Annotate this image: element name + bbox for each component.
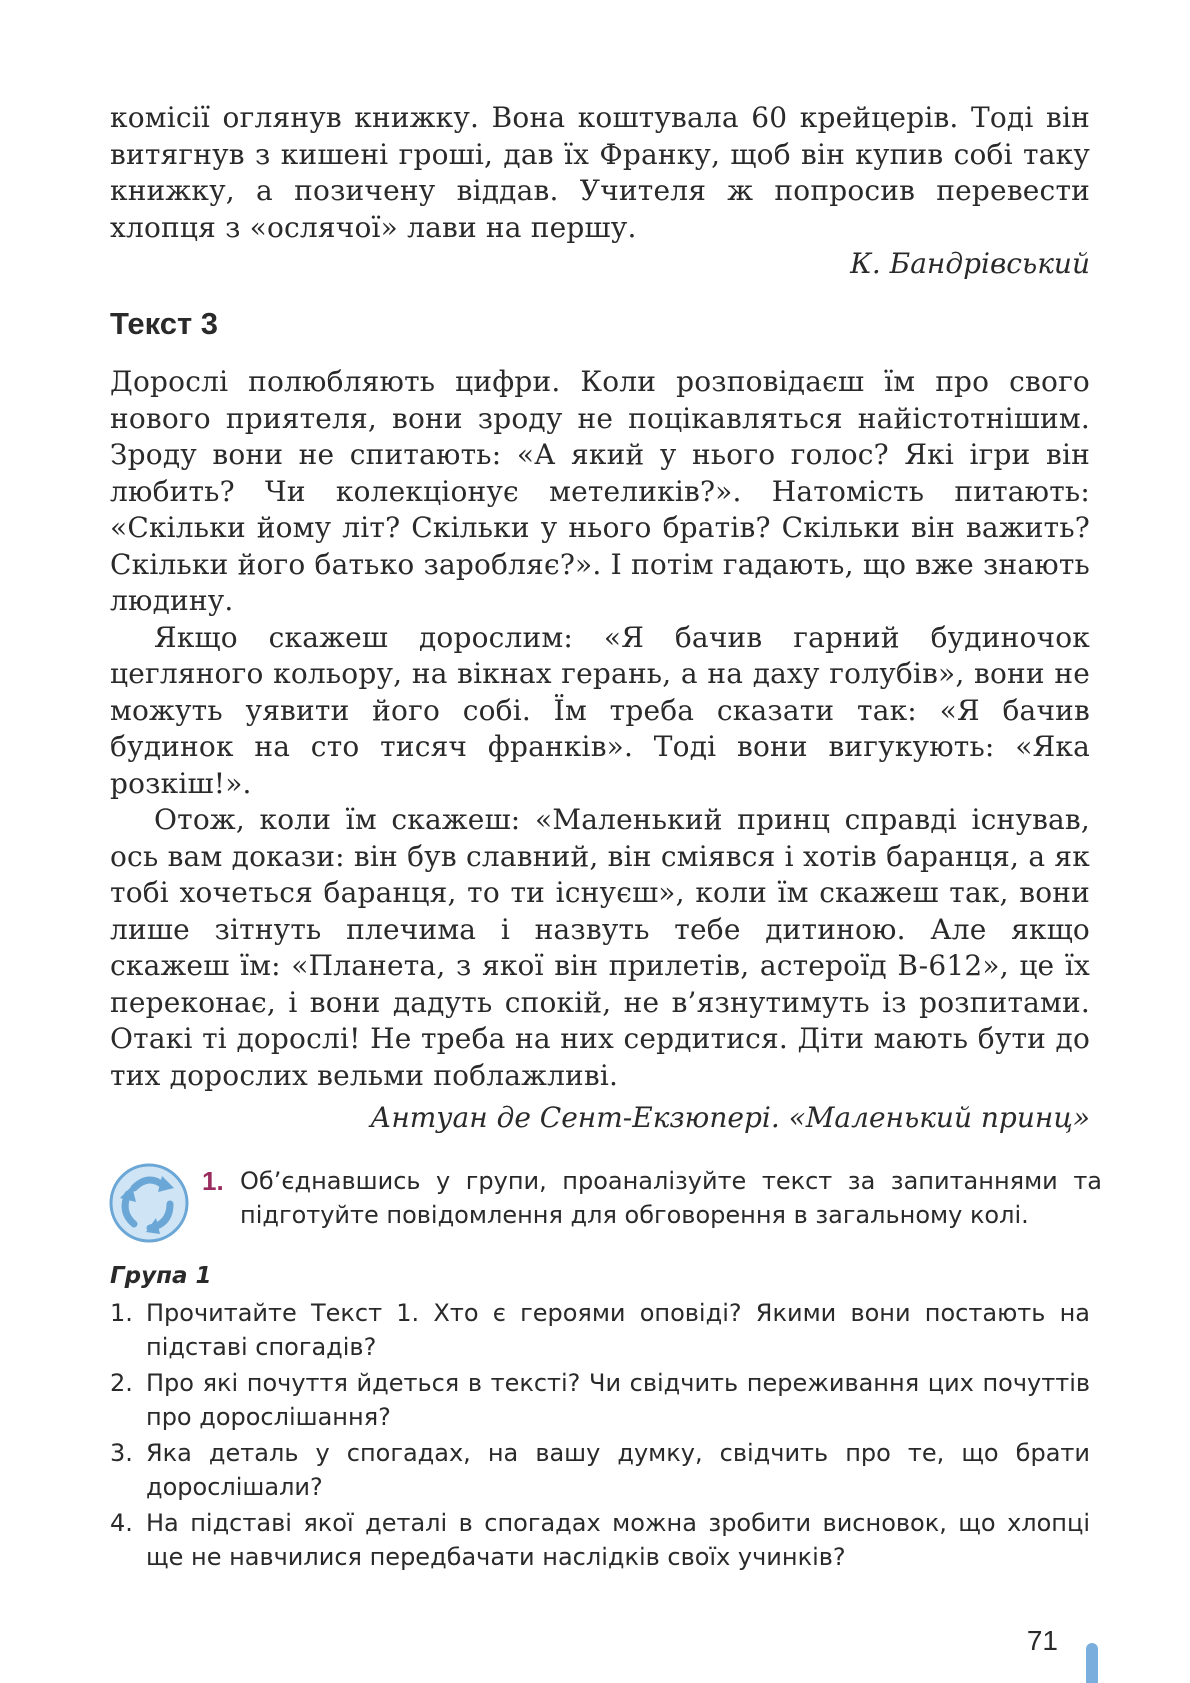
text3-paragraph-2: Якщо скажеш дорослим: «Я бачив гарний будиночок цегляного кольору, на вікнах герань, а на даху голубів», вони не можуть уявити його собі. Їм треба сказати так: «Я бачив будинок на сто тисяч франків». Тоді вони вигукують: «Яка розкіш!». <box>110 620 1090 800</box>
task-text: Об’єднавшись у групи, проаналізуйте текст за запитаннями та підготуйте повідомлення для обговорення в загальному колі. <box>240 1167 1102 1229</box>
text3-paragraph-1: Дорослі полюбляють цифри. Коли розповідаєш їм про свого нового приятеля, вони зроду не поцікавляться найістотнішим. Зроду вони не спитають: «А який у нього голос? Які ігри він любить? Чи колекціонує метеликів?». Натомість питають: «Скільки йому літ? Скільки у нього братів? Скільки він важить? Скільки його батько заробляє?». І потім гадають, що вже знають людину. <box>110 365 1090 617</box>
list-item <box>110 1506 1090 1574</box>
question-number: 2. <box>110 1369 133 1397</box>
text3-body <box>110 364 1090 1094</box>
text2-author: К. Бандрівський <box>850 247 1090 280</box>
question-text: Прочитайте Текст 1. Хто є героями оповіді? Якими вони постають на підставі спогадів? <box>146 1299 1090 1361</box>
page-number: 71 <box>1026 1625 1058 1656</box>
list-item <box>110 1366 1090 1434</box>
text2-paragraph: комісії оглянув книжку. Вона коштувала 60 крейцерів. Тоді він витягнув з кишені гроші, дав їх Франку, щоб він купив собі таку книжку, а позичену віддав. Учителя ж попросив перевести хлопця з «ослячої» лави на першу. <box>110 101 1090 244</box>
list-item <box>110 1296 1090 1364</box>
text2-continuation <box>110 100 1090 246</box>
page-accent-bar <box>1086 1643 1098 1683</box>
group-title: Група 1 <box>110 1263 212 1289</box>
question-number: 4. <box>110 1509 133 1537</box>
text3-paragraph-3: Отож, коли їм скажеш: «Маленький принц справді існував, ось вам докази: він був славний, він сміявся і хотів баранця, а як тобі хочеться баранця, то ти існуєш», коли їм скажеш так, вони лише зітнуть плечима і назвуть тебе дитиною. Але якщо скажеш їм: «Планета, з якої він прилетів, астероїд B-612», це їх переконає, і вони дадуть спокій, не в’язнутимуть із розпитами. Отакі ті дорослі! Не треба на них сердитися. Діти мають бути до тих дорослих вельми поблажливі. <box>110 803 1090 1092</box>
task-block <box>110 1158 1102 1258</box>
question-text: Яка деталь у спогадах, на вашу думку, свідчить про те, що брати дорослішали? <box>146 1439 1090 1501</box>
question-number: 1. <box>110 1299 133 1327</box>
text3-heading: Текст 3 <box>110 306 219 341</box>
question-text: Про які почуття йдеться в тексті? Чи свідчить переживання цих почуттів про дорослішання? <box>146 1369 1090 1431</box>
text3-author: Антуан де Сент-Екзюпері. «Маленький принц» <box>370 1101 1090 1134</box>
question-list <box>110 1296 1090 1574</box>
question-text: На підставі якої деталі в спогадах можна зробити висновок, що хлопці ще не навчилися передбачати наслідків своїх учинків? <box>146 1509 1090 1571</box>
list-item <box>110 1436 1090 1504</box>
question-number: 3. <box>110 1439 133 1467</box>
page-content <box>110 100 1102 1576</box>
group-work-arrows-icon <box>104 1158 194 1248</box>
task-number: 1. <box>202 1166 224 1196</box>
